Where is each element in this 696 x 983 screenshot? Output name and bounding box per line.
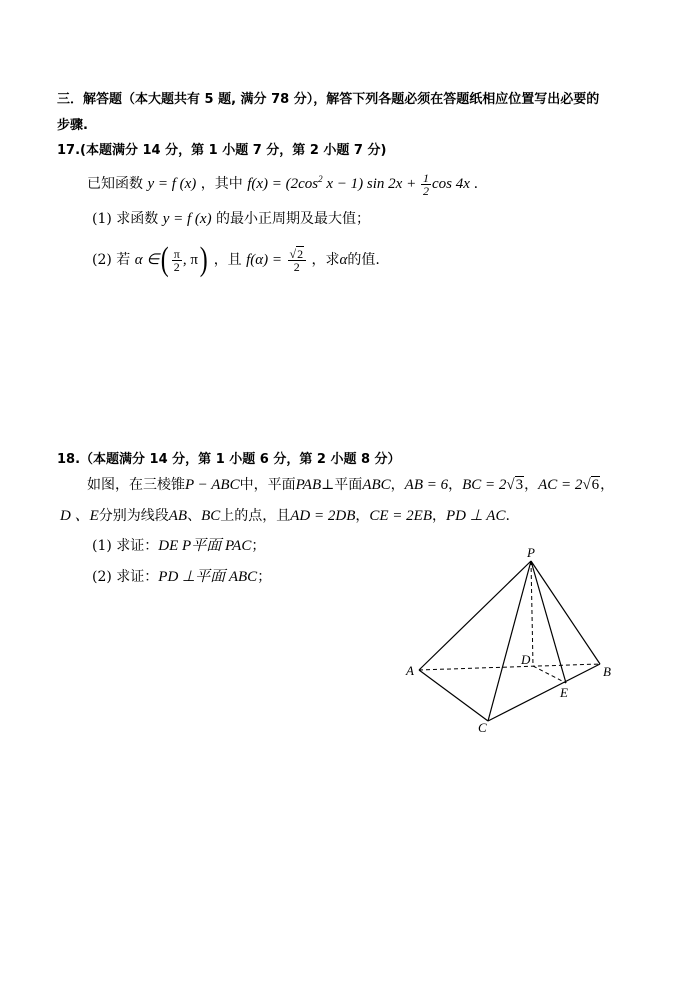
q17-intro-func: y = f (x)	[147, 176, 197, 192]
q17-header: 17.(本题满分 14 分，第 1 小题 7 分，第 2 小题 7 分)	[57, 143, 387, 158]
q18-l2-c: 上的点，且	[220, 508, 291, 524]
q18-header: 18.（本题满分 14 分，第 1 小题 6 分，第 2 小题 8 分）	[57, 452, 401, 467]
section-heading-continued: 步骤.	[57, 118, 88, 133]
edge-AC	[419, 670, 488, 721]
q17-part1-text: 的最小正周期及最大值；	[216, 211, 371, 227]
bc-radicand: 3	[515, 477, 524, 493]
edge-PB	[531, 561, 600, 664]
edge-AB-dashed	[419, 664, 600, 670]
q18-part2-text: PD ⊥平面 ABC	[158, 569, 258, 585]
right-paren: )	[199, 241, 208, 278]
edge-PA	[419, 561, 531, 670]
sqrt-sign: √	[506, 477, 515, 493]
label-A: A	[406, 663, 414, 678]
ac-text: AC = 2	[538, 477, 583, 493]
edge-CB	[488, 664, 600, 721]
frac-den: 2	[173, 259, 180, 274]
left-paren: (	[161, 241, 170, 278]
q18-l2-d: ，	[355, 508, 370, 524]
frac-den: 2	[293, 259, 300, 274]
q17-part2-and: ，且	[213, 252, 242, 268]
q18-l1-abc: ABC	[362, 477, 391, 493]
q18-part2-end: ；	[257, 569, 272, 585]
q18-l1-e: ，	[448, 477, 463, 493]
label-B: B	[603, 664, 611, 679]
label-D: D	[521, 652, 531, 667]
q18-l1-ab: AB = 6	[404, 477, 449, 493]
q18-l2-end: .	[505, 508, 510, 524]
q17-part2-alpha: α ∈	[134, 252, 160, 268]
q17-part2-alpha2: α	[339, 252, 348, 268]
q18-l1-b: 中，平面	[239, 477, 296, 493]
q17-part1-func: y = f (x)	[162, 211, 212, 227]
q17-part2-end: ，求	[311, 252, 340, 268]
q18-l2-de: D 、E	[60, 508, 99, 524]
q17-part2-pi: , π	[182, 252, 198, 268]
q17-part1-label: (1) 求函数	[92, 211, 159, 227]
section-heading: 三．解答题（本大题共有 5 题, 满分 78 分），解答下列各题必须在答题纸相应位置写出必要的	[57, 92, 600, 107]
q17-intro-text-a: 已知函数	[87, 176, 143, 192]
q18-l2-bc: BC	[201, 508, 221, 524]
q17-part2-f: f(α) =	[246, 252, 283, 268]
q18-l1-g: ，	[600, 477, 615, 493]
q17-expr-sup: 2	[318, 174, 323, 184]
label-P: P	[527, 545, 535, 560]
sqrt-sign: √	[582, 477, 591, 493]
q18-l1-d: ，	[390, 477, 405, 493]
q17-intro-text-b: ，其中	[200, 176, 243, 192]
q18-l1-c: ⊥平面	[321, 477, 363, 493]
edge-PD-dashed	[531, 561, 533, 666]
q18-l2-ad: AD = 2DB	[290, 508, 356, 524]
q18-part1-end: ；	[251, 538, 266, 554]
q17-part2-end2: 的值.	[347, 252, 380, 268]
q17-expr-a: f(x) = (2cos	[247, 176, 319, 192]
q18-l2-ce: CE = 2EB	[369, 508, 432, 524]
q17-part2-label: (2) 若	[92, 252, 131, 268]
edge-PE	[531, 561, 566, 683]
edge-DE-dashed	[533, 666, 566, 683]
q17-intro-end: .	[473, 176, 479, 192]
q17-expr-b: x − 1) sin 2x +	[322, 176, 420, 192]
q17-expr-c: cos 4x	[431, 176, 470, 192]
frac-num: 1	[422, 171, 429, 186]
q18-l2-a: 分别为线段	[98, 508, 169, 524]
q18-l2-e: ，	[432, 508, 446, 524]
ac-radicand: 6	[591, 477, 600, 493]
q18-part1-text: DE P平面 PAC	[158, 538, 252, 554]
q18-l1-f: ，	[524, 477, 539, 493]
q18-l1-pab: PAB	[295, 477, 322, 493]
q18-l2-b: 、	[187, 508, 202, 524]
sqrt-radicand: 2	[297, 246, 304, 261]
q18-l1-a: 如图，在三棱锥	[87, 477, 185, 493]
frac-den: 2	[422, 184, 429, 199]
label-E: E	[560, 685, 568, 700]
sqrt-sign: √	[289, 246, 297, 261]
label-C: C	[478, 720, 487, 735]
q18-part2-label: (2) 求证：	[92, 569, 159, 585]
q18-l2-pd: PD ⊥ AC	[446, 508, 506, 524]
q18-part1-label: (1) 求证：	[92, 538, 159, 554]
edge-PC	[488, 561, 531, 721]
q18-l2-ab: AB	[168, 508, 188, 524]
frac-num: π	[173, 246, 180, 261]
q18-l1-pabc: P − ABC	[185, 477, 240, 493]
bc-text: BC = 2	[462, 477, 507, 493]
